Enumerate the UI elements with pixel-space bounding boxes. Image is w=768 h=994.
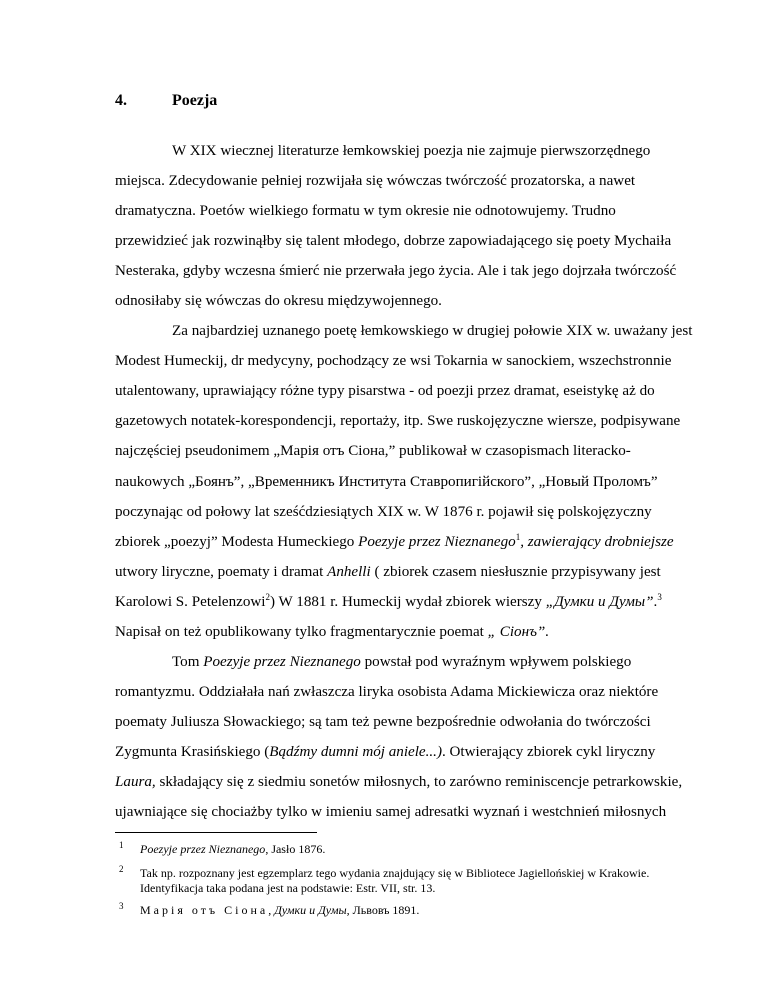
footnote-separator [115, 832, 317, 833]
text-line: przewidzieć jak rozwinąłby się talent młodego, dobrze zapowiadającego się poety Mychaiła [115, 233, 672, 249]
text-line: utwory liryczne, poematy i dramat Anhelli ( zbiorek czasem niesłusznie przypisywany jest [115, 564, 661, 580]
text-line: Modest Humeckij, dr medycyny, pochodzący ze wsi Tokarnia w sanockiem, wszechstronnie [115, 353, 672, 369]
text-line: Za najbardziej uznanego poetę łemkowskiego w drugiej połowie XIX w. uważany jest [172, 323, 693, 339]
section-heading [115, 92, 217, 110]
footnote-mark: 2 [119, 864, 124, 874]
book-title: „ Сіонъ”. [487, 624, 550, 640]
section-number: 4. [115, 92, 127, 109]
book-title: Bądźmy dumni mój aniele...) [269, 744, 442, 760]
text-line: Tom Poezyje przez Nieznanego powstał pod wyraźnym wpływem polskiego [172, 654, 632, 670]
text-line: naukowych „Боянъ”, „Временникъ Института Ставропигійского”, „Новый Проломъ” [115, 474, 658, 490]
book-title: „Думки и Думы” [545, 594, 654, 610]
text-line: miejsca. Zdecydowanie pełniej rozwijała się wówczas twórczość prozatorska, a nawet [115, 173, 636, 189]
text-line: romantyzmu. Oddziałała nań zwłaszcza liryka osobista Adama Mickiewicza oraz niektóre [115, 684, 659, 700]
text-line: Zygmunta Krasińskiego (Bądźmy dumni mój aniele...). Otwierający zbiorek cykl liryczny [115, 744, 656, 760]
text-line: utalentowany, uprawiający różne typy pisarstwa - od poezji przez dramat, eseistykę aż do [115, 383, 655, 399]
footnote-ref: 3 [657, 592, 662, 602]
text-line: gazetowych notatek-korespondencji, reportaży, itp. Swe ruskojęzyczne wiersze, podpisywane [115, 413, 681, 429]
text-line: poczynając od połowy lat sześćdziesiątych XIX w. W 1876 r. pojawił się polskojęzyczny [115, 504, 652, 520]
text-line: zbiorek „poezyj” Modesta Humeckiego Poezyje przez Nieznanego$^1$, zawierający drobniejsze [115, 532, 674, 550]
footnote-mark: 1 [119, 840, 124, 850]
text-line: Laura, składający się z siedmiu sonetów miłosnych, to zarówno reminiscencje petrarkowskie, [115, 774, 683, 790]
footnote-ref: 2 [265, 592, 270, 602]
author-name: Марія отъ Сіона [140, 903, 269, 917]
book-title: Laura, [115, 774, 156, 790]
footnote-mark: 3 [119, 901, 124, 911]
book-title: Poezyje przez Nieznanego [140, 842, 266, 856]
book-title: Anhelli [327, 564, 371, 580]
text-line: ujawniające się chociażby tylko w imieniu samej adresatki wyznań i westchnień miłosnych [115, 804, 667, 820]
text-line: Karolowi S. Petelenzowi$^2$) W 1881 r. Humeckij wydał zbiorek wierszy „Думки и Думы”.$^3$ [115, 592, 662, 610]
text-line: najczęściej pseudonimem „Марія отъ Сіона,” publikował w czasopismach literacko- [115, 443, 631, 459]
book-title: Poezyje przez Nieznanego [203, 654, 361, 670]
text-line: dramatyczna. Poetów wielkiego formatu w tym okresie nie odnotowujemy. Trudno [115, 203, 616, 219]
book-title: Думки и Думы, [274, 903, 350, 917]
text-line: Napisał on też opublikowany tylko fragmentarycznie poemat „ Сіонъ”. [115, 624, 550, 640]
text-line: odnosiłaby się wówczas do okresu międzywojennego. [115, 293, 442, 309]
footnote-ref: 1 [515, 532, 521, 542]
text-line: poematy Juliusza Słowackiego; są tam też pewne bezpośrednie odwołania do twórczości [115, 714, 651, 730]
text-line: W XIX wiecznej literaturze łemkowskiej poezja nie zajmuje pierwszorzędnego [172, 143, 651, 159]
text-line: Nesteraka, gdyby wczesna śmierć nie przerwała jego życia. Ale i tak jego dojrzała twórczość [115, 263, 677, 279]
book-title: Poezyje przez Nieznanego [358, 534, 516, 550]
section-title: Poezja [172, 92, 218, 109]
